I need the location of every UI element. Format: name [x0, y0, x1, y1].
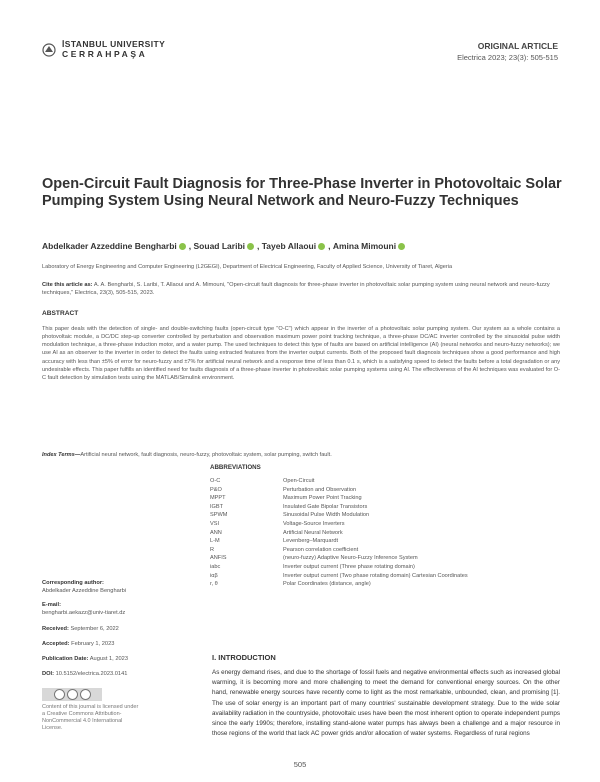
paper-title: Open-Circuit Fault Diagnosis for Three-Phase Inverter in Photovoltaic Solar Pumping System Using Neural Network and Neuro-Fuzzy Techniques [42, 176, 562, 209]
abbreviation-row [210, 478, 468, 487]
abbreviation-key: SPWM [210, 512, 228, 519]
abbreviation-value: Pearson correlation coefficient [283, 546, 359, 553]
author-name[interactable]: Tayeb Allaoui [261, 241, 317, 251]
index-terms [42, 452, 560, 458]
email-link[interactable]: bengharbi.aekazz@univ-tiaret.dz [42, 609, 126, 616]
abbreviation-key: MPPT [210, 495, 226, 502]
affiliation: Laboratory of Energy Engineering and Computer Engineering (L2GEGI), Department of Electrical Engineering, Faculty of Applied Science, University of Tiaret, Algeria [42, 264, 453, 270]
abbreviation-key: VSI [210, 520, 220, 527]
doi [42, 671, 127, 679]
abbreviations-heading: ABBREVIATIONS [210, 464, 261, 471]
abbreviation-value: Voltage-Source Inverters [283, 520, 345, 527]
abbreviation-value: Inverter output current (Three phase rotating domain) [283, 563, 415, 570]
abbreviation-value: Artificial Neural Network [283, 529, 343, 536]
nc-icon [80, 689, 91, 700]
abbreviation-row [210, 547, 468, 556]
received-date [42, 626, 119, 634]
abbreviation-row [210, 530, 468, 539]
page-number: 505 [293, 760, 307, 769]
abbreviations-table [210, 478, 468, 590]
author-name[interactable]: Souad Laribi [193, 241, 245, 251]
index-terms-text: Artificial neural network, fault diagnosis, neuro-fuzzy, photovoltaic system, solar pumping, switch fault. [80, 452, 332, 458]
author-separator: , [328, 241, 331, 251]
corresponding-name: Abdelkader Azzeddine Bengharbi [42, 587, 127, 594]
by-icon [67, 689, 78, 700]
abbreviation-value: Perturbation and Observation [283, 486, 357, 493]
author-name[interactable]: Amina Mimouni [332, 241, 397, 251]
doi-link[interactable]: 10.5152/electrica.2023.0141 [55, 671, 128, 677]
abbreviation-value: Inverter output current (Two phase rotating domain) Cartesian Coordinates [283, 572, 468, 579]
article-type: ORIGINAL ARTICLE [477, 41, 558, 51]
abbreviation-value: Insulated Gate Bipolar Transistors [283, 503, 368, 510]
cite-label: Cite this article as: [42, 282, 93, 288]
received-label: Received: [42, 626, 69, 632]
corresponding-author [42, 580, 126, 595]
introduction-text: As energy demand rises, and due to the shortage of fossil fuels and negative environmental effects such as increased global warming, it is becoming more and more challenging to meet the demand for conventional energy sources. On the other hand, renewable energy sources have recently come to light as the most remarkable, unbounded, clean, and promising [1]. The use of solar energy is an important part of many countries' sustainable development strategy. Due to the wide solar availability radiation in the countryside, photovoltaic uses have been the most inherent option to operate independent pumps since the early 1990s; therefore, installing stand-alone water pumps has always been a challenge and a major resource in those regions of the world that lack AC power grids and/or allocation of water systems. Regardless of rural regions [212, 669, 560, 738]
pubdate-label: Publication Date: [42, 656, 89, 662]
abbreviation-row [210, 538, 468, 547]
accepted-date [42, 641, 114, 649]
abstract-heading: ABSTRACT [42, 310, 79, 317]
abbreviation-row [210, 521, 468, 530]
index-terms-label: Index Terms— [42, 452, 81, 458]
abbreviation-row [210, 504, 468, 513]
corresponding-label: Corresponding author: [42, 580, 104, 586]
abbreviation-key: L-M [210, 538, 220, 545]
university-name: İSTANBUL UNIVERSITY [62, 39, 166, 49]
abbreviation-row [210, 555, 468, 564]
author-name[interactable]: Abdelkader Azzeddine Bengharbi [42, 241, 177, 251]
abbreviation-value: (neuro-fuzzy) Adaptive Neuro-Fuzzy Inference System [283, 555, 418, 562]
abbreviation-key: IGBT [210, 503, 224, 510]
abbreviation-row [210, 487, 468, 496]
pubdate-value: August 1, 2023 [89, 656, 128, 662]
orcid-icon[interactable] [398, 243, 405, 250]
abbreviation-value: Polar Coordinates (distance, angle) [283, 581, 371, 588]
publication-date [42, 656, 128, 664]
abbreviation-key: iαβ [210, 572, 218, 579]
accepted-label: Accepted: [42, 641, 70, 647]
abbreviation-row [210, 564, 468, 573]
abbreviation-row [210, 512, 468, 521]
university-emblem-icon [42, 43, 56, 57]
cite-text: A. A. Bengharbi, S. Laribi, T. Allaoui and A. Mimouni, "Open-circuit fault diagnosis for three-phase inverter in photovoltaic solar pumping system using neural network and neuro-fuzzy techniques," Electrica, 23(3), 505-515, 2023. [42, 282, 550, 296]
abbreviation-value: Maximum Power Point Tracking [283, 495, 362, 502]
abbreviation-key: ANN [210, 529, 222, 536]
author-separator: , [257, 241, 260, 251]
abbreviation-key: ANFIS [210, 555, 227, 562]
accepted-value: February 1, 2023 [71, 641, 115, 647]
creative-commons-badge[interactable] [42, 688, 102, 701]
abbreviation-key: iabc [210, 563, 221, 570]
author-list [42, 241, 408, 251]
journal-reference: Electrica 2023; 23(3): 505-515 [457, 53, 558, 62]
abbreviation-key: r, θ [210, 581, 218, 588]
orcid-icon[interactable] [247, 243, 254, 250]
abbreviation-row [210, 573, 468, 582]
email-block [42, 602, 125, 617]
abbreviation-value: Sinusoidal Pulse Width Modulation [283, 512, 370, 519]
university-logo [42, 40, 165, 59]
email-label: E-mail: [42, 602, 61, 608]
abbreviation-key: O-C [210, 478, 221, 484]
abbreviation-key: P&O [210, 486, 222, 493]
cc-icon [54, 689, 65, 700]
author-separator: , [188, 241, 192, 251]
abbreviation-key: R [210, 546, 215, 553]
abbreviation-row [210, 581, 468, 590]
citation [42, 281, 562, 297]
license-text: Content of this journal is licensed under a Creative Commons Attribution-NonCommercial 4.0 International License. [42, 704, 139, 731]
received-value: September 6, 2022 [70, 626, 119, 632]
university-subname: CERRAHPAŞA [62, 49, 148, 59]
doi-label: DOI: [42, 671, 55, 677]
abbreviation-value: Open-Circuit [283, 478, 315, 484]
abbreviation-value: Levenberg–Marquardt [283, 538, 339, 545]
abbreviation-row [210, 495, 468, 504]
orcid-icon[interactable] [179, 243, 186, 250]
introduction-heading: I. INTRODUCTION [212, 653, 276, 662]
orcid-icon[interactable] [318, 243, 325, 250]
abstract-text: This paper deals with the detection of single- and double-switching faults (open-circuit type "O-C") which appear in the inverter of a photovoltaic solar pumping system. Our system as a whole contains a photovoltaic module, a DC/DC step-up converter controlled by perturbation and observation maximum power point tracking technique, a three-phase DC/AC inverter controlled by the sinusoidal pulse width modulation technique, a three-phase induction motor, and a water pump. The used techniques to detect this type of faults are based on artificial intelligence (AI) (neural networks and neuro-fuzzy networks); we use AI as an observer to the inverter in order to detect the faults using extracted features from the inverter output currents. Both of the proposed fault diagnosis techniques show a good performance and high accuracy with less than ±5% of error for neuro-fuzzy and ±7% for artificial neural network and a response time of less than 0.1 s, which is a satisfying speed to detect the faults before a total degradation or any undesirable effects. This paper fulfills an identified need for faults diagnosis of a three-phase inverter in photovoltaic solar pumping systems using AI. The effectiveness of the AI techniques was evaluated for O-C fault detection by simulation tests using the MATLAB/Simulink environment. [42, 326, 560, 381]
